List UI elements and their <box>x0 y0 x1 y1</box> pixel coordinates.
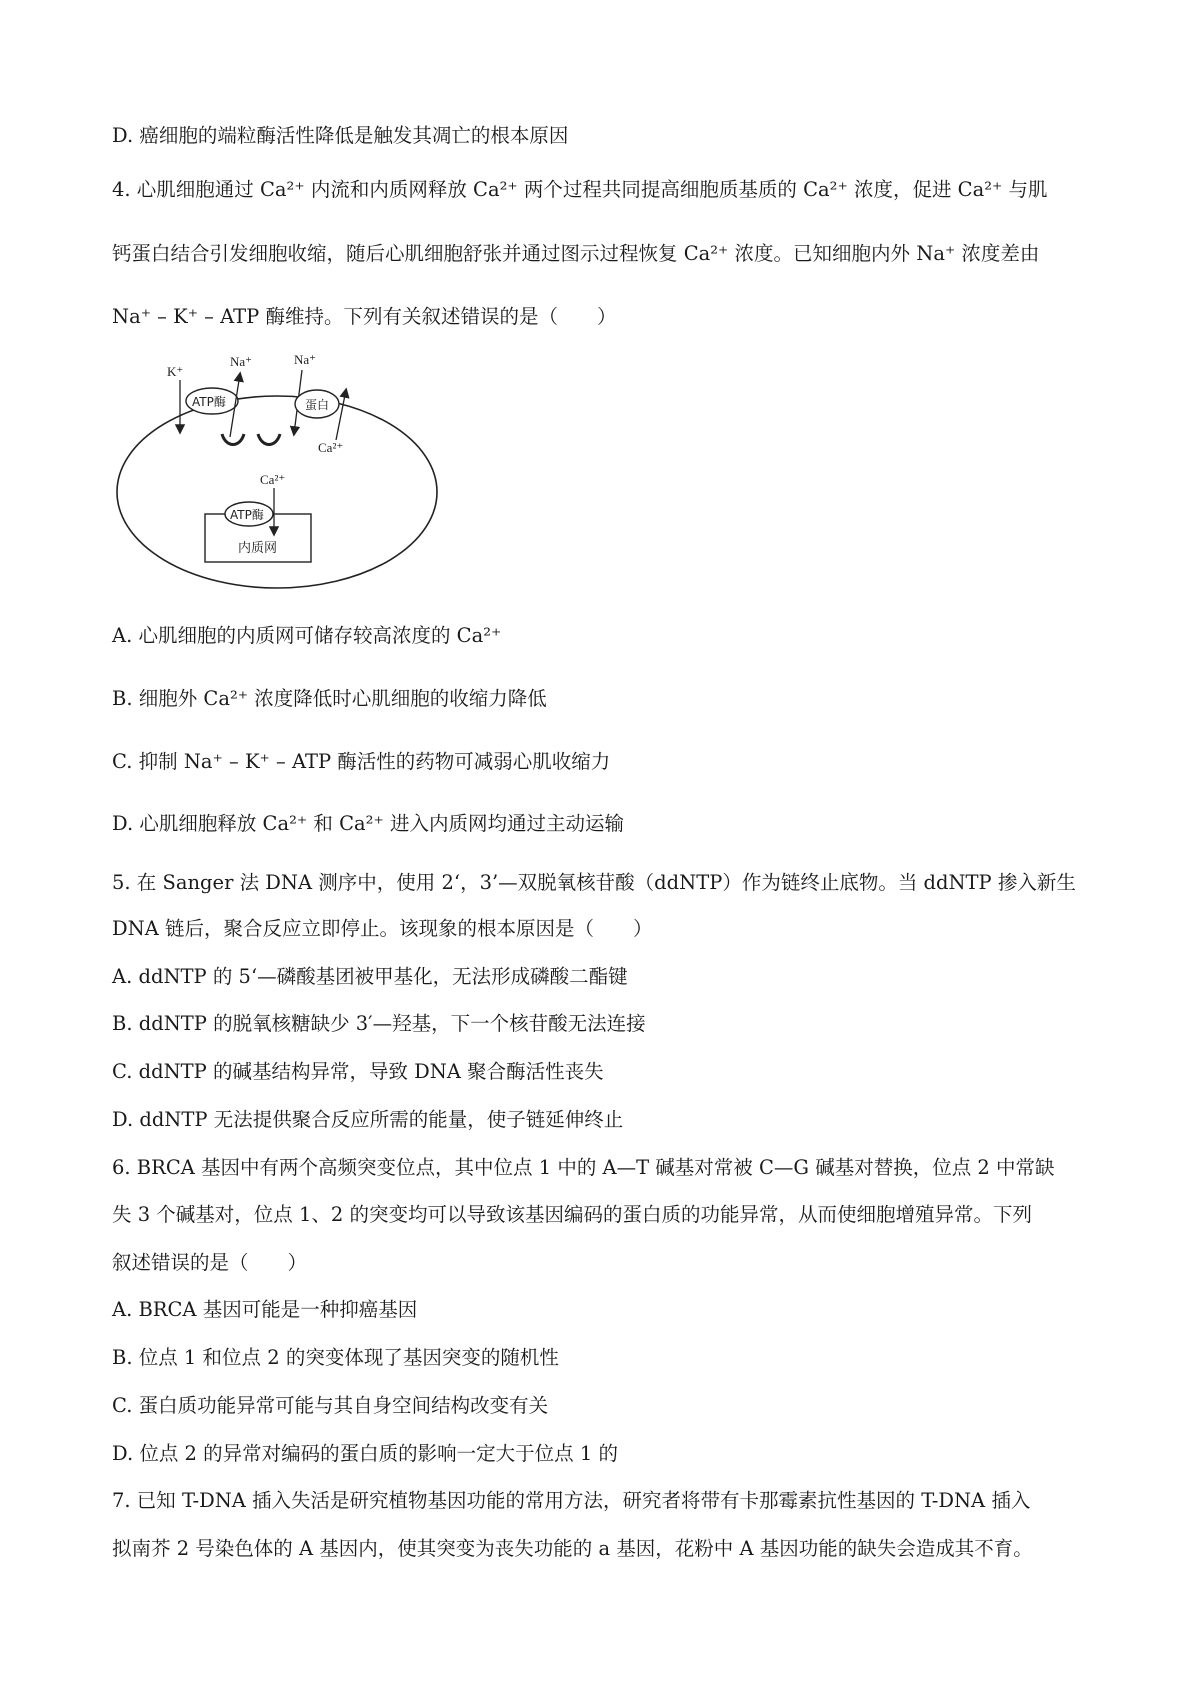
q5-option-d: D. ddNTP 无法提供聚合反应所需的能量，使子链延伸终止 <box>112 1108 624 1131</box>
na-ion-label-2: Na⁺ <box>294 352 317 367</box>
exchanger-protein-label: 蛋白 <box>305 398 330 412</box>
q5-option-b: B. ddNTP 的脱氧核糖缺少 3′—羟基，下一个核苷酸无法连接 <box>112 1012 646 1035</box>
er-label: 内质网 <box>238 541 278 556</box>
q6-option-d: D. 位点 2 的异常对编码的蛋白质的影响一定大于位点 1 的 <box>112 1442 618 1465</box>
q5-option-a: A. ddNTP 的 5‘—磷酸基团被甲基化，无法形成磷酸二酯键 <box>112 965 628 988</box>
q6-option-b: B. 位点 1 和位点 2 的突变体现了基因突变的随机性 <box>112 1346 559 1369</box>
q6-stem-line-2: 失 3 个碱基对，位点 1、2 的突变均可以导致该基因编码的蛋白质的功能异常，从而使细胞增殖异常。下列 <box>112 1203 1033 1226</box>
q6-option-c: C. 蛋白质功能异常可能与其自身空间结构改变有关 <box>112 1394 549 1417</box>
q7-stem-line-1: 7. 已知 T-DNA 插入失活是研究植物基因功能的常用方法，研究者将带有卡那霉素抗性基因的 T-DNA 插入 <box>112 1489 1031 1512</box>
q3-option-d: D. 癌细胞的端粒酶活性降低是触发其凋亡的根本原因 <box>112 124 569 147</box>
q5-option-c: C. ddNTP 的碱基结构异常，导致 DNA 聚合酶活性丧失 <box>112 1060 604 1083</box>
q7-stem-line-2: 拟南芥 2 号染色体的 A 基因内，使其突变为丧失功能的 a 基因，花粉中 A 基因功能的缺失会造成其不育。 <box>112 1537 1033 1560</box>
q5-stem-line-2: DNA 链后，聚合反应立即停止。该现象的根本原因是（ ） <box>112 917 653 940</box>
q6-stem-line-3: 叙述错误的是（ ） <box>112 1251 308 1274</box>
q6-option-a: A. BRCA 基因可能是一种抑癌基因 <box>112 1298 418 1321</box>
q4-option-d: D. 心肌细胞释放 Ca²⁺ 和 Ca²⁺ 进入内质网均通过主动运输 <box>112 812 624 835</box>
q4-option-a: A. 心肌细胞的内质网可储存较高浓度的 Ca²⁺ <box>112 624 502 647</box>
ca-ion-label-1: Ca²⁺ <box>318 440 344 455</box>
coupling-arrow-2 <box>258 434 280 445</box>
k-ion-label: K⁺ <box>167 364 184 379</box>
q4-stem-line-3: Na⁺ – K⁺ – ATP 酶维持。下列有关叙述错误的是（ ） <box>112 305 617 328</box>
q4-stem-line-2: 钙蛋白结合引发细胞收缩，随后心肌细胞舒张并通过图示过程恢复 Ca²⁺ 浓度。已知细胞内外 Na⁺ 浓度差由 <box>112 242 1040 265</box>
atpase-er-label: ATP酶 <box>230 508 264 522</box>
coupling-arrow-1 <box>222 434 244 445</box>
q4-stem-line-1: 4. 心肌细胞通过 Ca²⁺ 内流和内质网释放 Ca²⁺ 两个过程共同提高细胞质基质的 Ca²⁺ 浓度，促进 Ca²⁺ 与肌 <box>112 178 1048 201</box>
atpase-membrane-label: ATP酶 <box>192 395 226 409</box>
ca-out-arrow <box>336 390 346 440</box>
q6-stem-line-1: 6. BRCA 基因中有两个高频突变位点，其中位点 1 中的 A—T 碱基对常被 C—G 碱基对替换，位点 2 中常缺 <box>112 1156 1055 1179</box>
q4-option-c: C. 抑制 Na⁺ – K⁺ – ATP 酶活性的药物可减弱心肌收缩力 <box>112 750 611 773</box>
q5-stem-line-1: 5. 在 Sanger 法 DNA 测序中，使用 2‘，3’—双脱氧核苷酸（ddNTP）作为链终止底物。当 ddNTP 掺入新生 <box>112 871 1076 894</box>
cardiomyocyte-diagram <box>112 352 442 590</box>
na-ion-label-1: Na⁺ <box>230 354 253 369</box>
ca-ion-label-2: Ca²⁺ <box>260 472 286 487</box>
q4-option-b: B. 细胞外 Ca²⁺ 浓度降低时心肌细胞的收缩力降低 <box>112 687 547 710</box>
